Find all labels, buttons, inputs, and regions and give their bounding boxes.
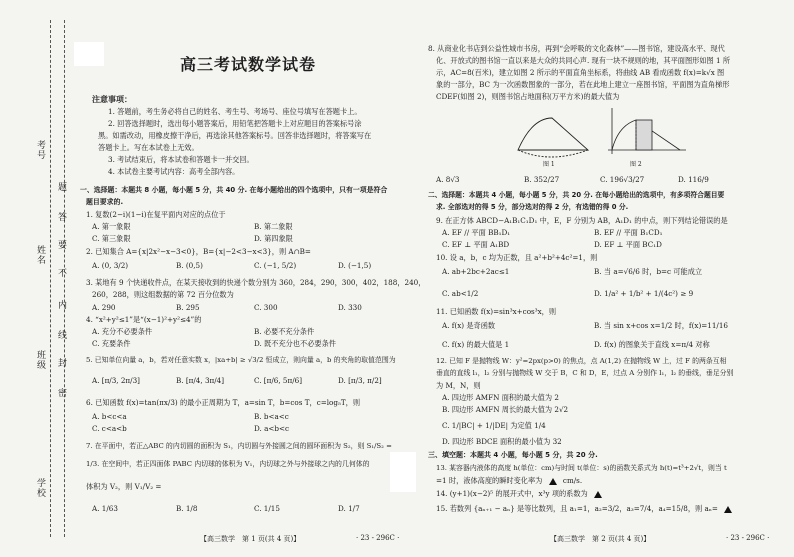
question-15: [436, 504, 736, 513]
binding-margin: [0, 0, 68, 557]
section1-heading-cont: 题目要求的.: [86, 198, 124, 206]
label-exam-number: 考号: [35, 140, 45, 160]
question-14: [436, 489, 606, 498]
q3-option: C. 300: [254, 303, 278, 312]
q10-option: A. ab+2bc+2ac≤1: [442, 267, 510, 276]
page2-footer: 【高三数学 第 2 页(共 4 页)】: [550, 535, 651, 543]
q4-option: A. 充分不必要条件: [92, 327, 153, 336]
q7-option: C. 1/15: [254, 504, 280, 513]
figure-1-diagram: [518, 118, 588, 157]
question-13-cont: [436, 476, 582, 485]
q6-option: C. c<a<b: [92, 424, 127, 433]
notice-line: 1. 答题前，考生务必将自己的姓名、考生号、考场号、座位号填写在答题卡上。: [108, 107, 362, 116]
question-13: 13. 某容器内液体的高度 h(单位：cm)与时间 t(单位：s)的函数关系式为 h(t)=t³+2√t，则当 t: [436, 464, 727, 472]
seal-char: 内: [56, 300, 66, 310]
q1-option: A. 第一象限: [92, 222, 131, 231]
answer-blank-icon: [594, 491, 602, 498]
q6-option: A. b<c<a: [92, 412, 127, 421]
question-2: 2. 已知集合 A={x|2x²−x−3<0}，B={x|−2<3−x<3}，则 A∩B=: [86, 247, 311, 256]
question-7-cont: 体积为 V₂，则 V₁/V₂ =: [86, 482, 162, 491]
question-11: 11. 已知函数 f(x)=sin³x+cos³x，则: [436, 307, 557, 316]
redacted-patch: [74, 42, 104, 66]
question-12-cont: 为 M，N，则: [436, 381, 481, 390]
page1-code: · 23 - 296C ·: [356, 534, 400, 542]
q3-option: B. 295: [176, 303, 200, 312]
notice-line: 2. 回答选择题时，选出每小题答案后，用铅笔把答题卡上对应题目的答案标号涂: [108, 119, 362, 128]
page2-code: · 23 - 296C ·: [726, 534, 770, 542]
q10-option: D. 1/a² + 1/b² + 1/(4c²) ≥ 9: [594, 289, 694, 298]
q4-option: C. 充要条件: [92, 339, 131, 348]
q6-option: B. b<a<c: [254, 412, 289, 421]
q13-unit: cm/s.: [562, 476, 583, 485]
q12-option: A. 四边形 AMFN 面积的最大值为 2: [442, 393, 559, 402]
q7-option: D. 1/7: [338, 504, 360, 513]
q11-option: B. 当 sin x+cos x=1/2 时，f(x)=11/16: [594, 321, 728, 330]
seal-char: 线: [56, 330, 66, 340]
q14-text: 14. (y+1)(x−2)⁵ 的展开式中，x³y 项的系数为: [436, 489, 588, 498]
q5-option: D. [π/3, π/2]: [338, 376, 382, 385]
q1-option: D. 第四象限: [254, 234, 293, 243]
q12-option: C. 1/|BC| + 1/|DE| 为定值 1/4: [442, 421, 546, 430]
q8-option: C. 196√3/27: [600, 175, 645, 184]
q2-option: D. (−1,5): [338, 261, 372, 270]
q2-option: C. (−1, 5/2): [254, 261, 297, 270]
q11-option: C. f(x) 的最大值是 1: [442, 340, 510, 349]
q8-option: A. 8√3: [436, 175, 460, 184]
q10-option: B. 当 a=√6/6 时，b=c 可能成立: [594, 267, 703, 276]
q2-option: B. (0,5): [176, 261, 203, 270]
section2-heading-cont: 求. 全部选对的得 5 分，部分选对的得 2 分，有选错的得 0 分.: [436, 203, 629, 211]
question-8-cont: 象的一部分，BC 为一次函数图象的一部分，若在此地上建立一座图书馆，平面图为直角梯形: [436, 80, 730, 89]
seal-char: 密: [56, 388, 66, 398]
scan-patch: [390, 452, 416, 492]
question-7: 7. 在平面中，若正△ABC 的内切圆的面积为 S₁，内切圆与外接圆之间的圆环面积为 S₂，则 S₁/S₂ =: [86, 442, 392, 450]
question-12-cont: 垂直的直线 l₁，l₂ 分别与抛物线 W 交于 B，C 和 D，E，过点 A 分别作 l₁，l₂ 的垂线，垂足分别: [436, 369, 734, 377]
seal-char: 答: [56, 212, 66, 222]
q9-option: A. EF // 平面 BB₁D₁: [442, 228, 511, 237]
figure-1-caption: 图 1: [543, 161, 555, 168]
seal-char: 封: [56, 358, 66, 368]
q12-option: B. 四边形 AMFN 周长的最大值为 2√2: [442, 405, 569, 414]
q10-option: C. ab<1/2: [442, 289, 479, 298]
q1-option: C. 第三象限: [92, 234, 131, 243]
question-9: 9. 在正方体 ABCD−A₁B₁C₁D₁ 中，E，F 分别为 AB，A₁D₁ 的中点，则下列结论错误的是: [436, 216, 728, 225]
q13-text: =1 时，液体高度的瞬时变化率为: [436, 476, 543, 485]
question-8-cont: 示，AC=8(百米)，建立如图 2 所示的平面直角坐标系，将曲线 AB 看成函数 f(x)=k√x 图: [436, 68, 725, 77]
question-8-cont: CDEF(如图 2)，则图书馆占地面积(万平方米)的最大值为: [436, 92, 620, 101]
q5-option: C. [π/6, 5π/6]: [254, 376, 302, 385]
question-12: 12. 已知 F 是抛物线 W：y²=2px(p>0) 的焦点，点 A(1,2) 在抛物线 W 上，过 F 的两条互相: [436, 357, 727, 365]
q6-option: D. a<b<c: [254, 424, 290, 433]
notice-title: 注意事项：: [92, 95, 132, 104]
seal-char: 题: [56, 182, 66, 192]
question-3-cont: 260，288，则这组数据的第 72 百分位数为: [92, 290, 234, 299]
question-8-cont: 化、开放式的图书馆一直以来是大众的共同心声. 现有一块不规则的地，其平面图形如图 1 所: [436, 56, 731, 65]
q12-option: D. 四边形 BDCE 面积的最小值为 32: [442, 437, 562, 446]
q8-option: D. 116/9: [678, 175, 709, 184]
q9-option: C. EF ⊥ 平面 A₁BD: [442, 240, 510, 249]
q5-option: B. [π/4, 3π/4]: [176, 376, 225, 385]
notice-line: 3. 考试结束后，将本试卷和答题卡一并交回。: [108, 155, 254, 164]
seal-char: 不: [56, 268, 66, 278]
notice-line: 黑。如需改动，用橡皮擦干净后，再选涂其他答案标号。回答非选择题时，将答案写在: [98, 131, 372, 140]
figure-2-diagram: [608, 108, 686, 154]
q4-option: B. 必要不充分条件: [254, 327, 315, 336]
question-1: 1. 复数(2−i)(1−i)在复平面内对应的点位于: [86, 210, 226, 219]
notice-line: 4. 本试卷主要考试内容：高考全部内容。: [108, 167, 240, 176]
question-5: 5. 已知单位向量 a，b，若对任意实数 x，|xa+b| ≥ √3/2 恒成立，则向量 a，b 的夹角的取值范围为: [86, 356, 396, 364]
q7-option: B. 1/8: [176, 504, 198, 513]
label-class: 班级: [35, 350, 45, 370]
q3-option: A. 290: [92, 303, 116, 312]
figure-2-caption: 图 2: [630, 161, 642, 168]
question-7-cont: 1/3. 在空间中，若正四面体 PABC 内切球的体积为 V₁，内切球之外与外接球之内的几何体的: [86, 460, 370, 468]
question-6: 6. 已知函数 f(x)=tan(πx/3) 的最小正周期为 T，a=sin T，b=cos T，c=log₅T，则: [86, 398, 361, 407]
question-3: 3. 某地有 9 个快递收件点，在某天接收到的快递个数分别为 360，284，290，300，402，188，240，: [86, 278, 426, 287]
q4-option: D. 既不充分也不必要条件: [254, 339, 336, 348]
section1-heading: 一、选择题：本题共 8 小题，每小题 5 分，共 40 分. 在每小题给出的四个选项中，只有一项是符合: [80, 186, 388, 194]
seal-line: [64, 20, 65, 537]
q1-option: B. 第二象限: [254, 222, 293, 231]
q8-option: B. 352/27: [524, 175, 560, 184]
q9-option: D. EF ⊥ 平面 BC₁D: [594, 240, 662, 249]
seal-char: 要: [56, 240, 66, 250]
q11-option: A. f(x) 是奇函数: [442, 321, 496, 330]
q15-text: 15. 若数列 {aₙ₊₁ − aₙ} 是等比数列，且 a₁=1，a₂=3/2，a₃=7/4，a₄=15/8，则 aₙ=: [436, 504, 718, 513]
section3-heading: 三、填空题：本题共 4 小题，每小题 5 分，共 20 分.: [428, 451, 598, 459]
page-title: 高三考试数学试卷: [180, 55, 317, 74]
q8-figures: [510, 104, 690, 168]
cut-line: [50, 20, 51, 537]
answer-blank-icon: [549, 478, 557, 485]
label-school: 学校: [35, 478, 45, 498]
q9-option: B. EF // 平面 B₁CD₁: [594, 228, 663, 237]
question-10: 10. 设 a，b，c 均为正数，且 a²+b²+4c²=1，则: [436, 253, 598, 262]
q3-option: D. 330: [338, 303, 362, 312]
q11-option: D. f(x) 的图象关于直线 x=π/4 对称: [594, 340, 710, 349]
notice-line: 答题卡上。写在本试卷上无效。: [98, 143, 199, 152]
question-4: 4. “x²+y²≤1”是“(x−1)²+y²≤4”的: [86, 315, 202, 324]
section2-heading: 二、选择题：本题共 4 小题，每小题 5 分，共 20 分. 在每小题给出的选项中，有多项符合题目要: [428, 191, 725, 199]
q5-option: A. [π/3, 2π/3]: [92, 376, 140, 385]
q2-option: A. (0, 3/2): [92, 261, 129, 270]
q7-option: A. 1/63: [92, 504, 118, 513]
question-8: 8. 从商业化书店到公益性城市书房，再到“会呼吸的文化森林”——图书馆，建设高水平、现代: [428, 44, 725, 53]
page1-footer: 【高三数学 第 1 页(共 4 页)】: [200, 535, 301, 543]
answer-blank-icon: [724, 506, 732, 513]
label-name: 姓名: [35, 245, 45, 265]
